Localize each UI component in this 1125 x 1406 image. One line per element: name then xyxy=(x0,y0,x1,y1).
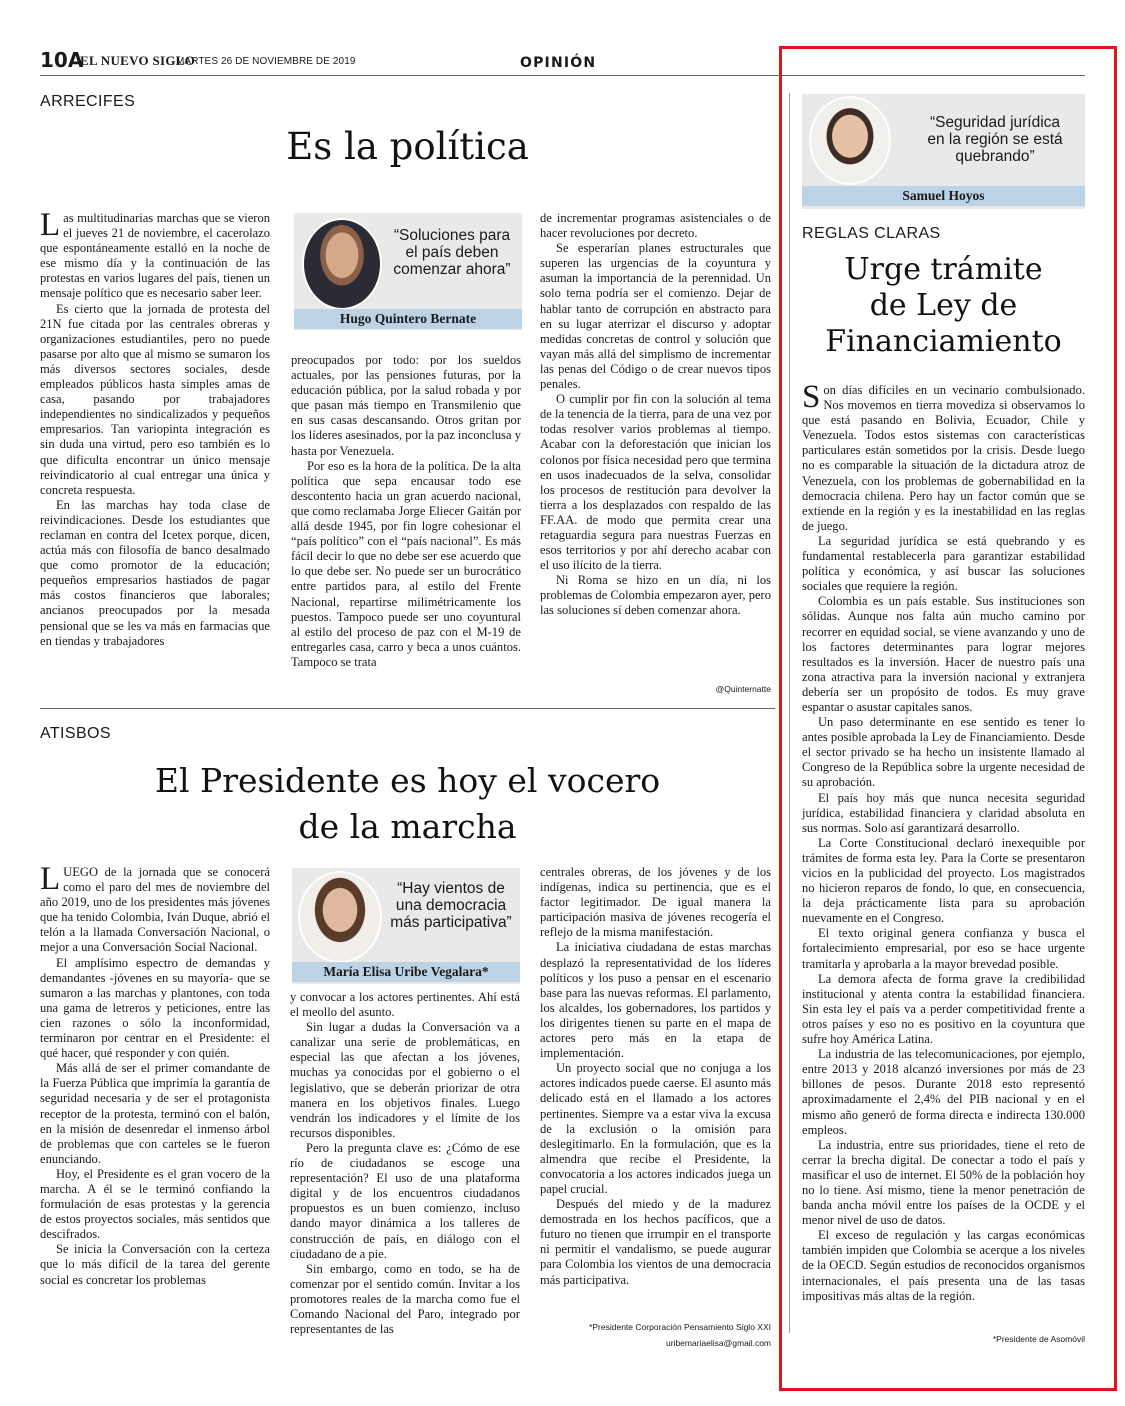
article3-kicker: REGLAS CLARAS xyxy=(802,225,941,242)
article2-signature: *Presidente Corporación Pensamiento Siglo XXI xyxy=(589,1322,771,1332)
article1-column-1 xyxy=(40,207,270,649)
article-divider xyxy=(40,708,775,709)
paragraph: Ni Roma se hizo en un día, ni los problemas de Colombia empezaron ayer, pero las soluciones sí deben comenzar ahora. xyxy=(540,573,771,618)
paragraph: En las marchas hay toda clase de reivindicaciones. Desde los estudiantes que reclaman en contra del Icetex porque, dicen, actúa más con filosofía de banco desalmado que como promotor de la educación; pequeños empresarios hastiados de pagar más costos financieros que laborales; ancianos preocupados por la mesada pensional que se les va más en farmacias que en tiendas y trabajadores xyxy=(40,497,270,648)
author-photo xyxy=(302,218,382,310)
article1-quote-box xyxy=(294,213,522,330)
article2-quote-box xyxy=(292,868,520,984)
paragraph: La industria, entre sus prioridades, tiene el reto de cerrar la brecha digital. De conectar a todo el país y masificar el uso de internet. El 50% de la población hoy no lo tiene. Así mismo, tiene la menor penetración de banda ancha móvil entre los países de la OCDE y el menor nivel de uso de datos. xyxy=(802,1137,1085,1228)
paragraph: preocupados por todo: por los sueldos actuales, por las pensiones futuras, por la educación pública, por la salud robada y por que pasan más tiempo en Transmilenio que en sus casas descansando. Otros gritan por los líderes asesinados, por la paz inconclusa y hasta por Venezuela. xyxy=(291,353,521,458)
issue-date: MARTES 26 DE NOVIEMBRE DE 2019 xyxy=(176,56,356,67)
paragraph: La seguridad jurídica se está quebrando y es fundamental restablecerla para garantizar estabilidad política y económica, y así buscar las soluciones sociales que requiere la región. xyxy=(802,533,1085,594)
article1-signature: @Quinternatte xyxy=(715,684,771,694)
page-number: 10A xyxy=(40,48,84,72)
title-line: de Ley de xyxy=(869,288,1018,323)
paragraph: La iniciativa ciudadana de estas marchas desplazó la representatividad de los líderes políticos y los puso a pensar en el escenario base para las nuevas reformas. El parlamento, los alcaldes, los gobernadores, los partidos y los dirigentes tienen su parte en el mapa de actores pero más en la etapa de implementación. xyxy=(540,940,771,1061)
paragraph: El exceso de regulación y las cargas económicas también impiden que Colombia se acerque a los niveles de la OECD. Según estudios de reconocidos organismos internacionales, el país presenta una de las tasas impositivas más altas de la región. xyxy=(802,1228,1085,1303)
paragraph: Se inicia la Conversación con la certeza que lo más difícil de la tarea del gerente social es concretar los problemas xyxy=(40,1242,270,1287)
paragraph: Son días difíciles en un vecinario combulsionado. Nos movemos en tierra movediza si observamos lo que está pasando en Bolivia, Ecuador, Chile y Venezuela. Todos estos sistemas con características particulares están sometidos por la crisis. Desde luego no es comparable la situación de la dictadura atroz de Venezuela, con los problemas de gobernabilidad en la democracia chilena. Pero hay un factor común que se extiende en la región y es la inestabilidad en las reglas de juego. xyxy=(802,379,1085,533)
paragraph: Después del miedo y de la madurez demostrada en los hechos pacíficos, que a futuro no tienen que irrumpir en el transporte ni permitir el vandalismo, se puede augurar para Colombia los vientos de una democracia más participativa. xyxy=(540,1197,771,1287)
paragraph: Pero la pregunta clave es: ¿Cómo de ese río de ciudadanos se escoge una representación? El uso de una plataforma digital y de los encuentros ciudadanos propuestos es un buen comienzo, incluso dando mayor dinámica a los talleres de construcción de país, en diálogo con el ciudadano de a pie. xyxy=(290,1140,520,1261)
paragraph: Más allá de ser el primer comandante de la Fuerza Pública que imprimía la garantía de seguridad necesaria y de ser el protagonista receptor de la protesta, terminó con el balón, en la misión de desenredar el inmenso árbol de problemas que con carteles se le fueron enunciando. xyxy=(40,1061,270,1166)
article2-column-1 xyxy=(40,861,270,1288)
title-line: Urge trámite xyxy=(844,252,1043,287)
paragraph: Sin embargo, como en todo, se ha de comenzar por el sentido común. Invitar a los promotores reales de la marcha como fue el Comando Nacional del Paro, integrado por representantes de las xyxy=(290,1261,520,1337)
article2-email: uribemariaelisa@gmail.com xyxy=(666,1338,771,1348)
paragraph: centrales obreras, de los jóvenes y de los indígenas, indica su pertinencia, que es el factor legitimador. De igual manera la participación masiva de jóvenes recogería el reflejo de la misma manifestación. xyxy=(540,865,771,940)
paragraph: Se esperarían planes estructurales que superen las urgencias de la coyuntura y asuman la importancia de la perennidad. Un solo tema podría ser el comienzo. Dejar de hablar tanto de corrupción en abstracto para en su lugar aterrizar el discurso y adoptar medidas concretas de control y solución que vayan más allá del simplismo de incrementar las penas del Código o de crear nuevos tipos penales. xyxy=(540,241,771,392)
paragraph: Las multitudinarias marchas que se vieron el jueves 21 de noviembre, el cacerolazo que espontáneamente estalló en la noche de ese mismo día y la continuación de las protestas en varios lugares del país, tienen un mensaje político que es necesario saber leer. xyxy=(40,207,270,301)
article1-title: Es la política xyxy=(286,125,529,168)
paragraph: Es cierto que la jornada de protesta del 21N fue citada por las centrales obreras y organizaciones estudiantiles, pero no puede pasarse por alto que al mismo se sumaron los más diversos sectores sociales, desde empleados públicos hasta simples amas de casa, pasando por trabajadores independientes no sindicalizados y pequeños empresarios. Tan variopinta integración es sin duda una virtud, pero eso también es lo que dificulta encontrar un único mensaje reivindicatorio al cual entregar una única y concreta respuesta. xyxy=(40,301,270,497)
paragraph: LUEGO de la jornada que se conocerá como el paro del mes de noviembre del año 2019, uno de los presidentes más jóvenes que ha tenido Colombia, Iván Duque, abrió el telón a la llamada Conversación Nacional, o mejor a una Conversación Social Nacional. xyxy=(40,861,270,955)
paragraph: El amplísimo espectro de demandas y demandantes -jóvenes en su mayoría- que se sumaron a las marchas y plantones, con toda una gama de letreros y peticiones, entre las cien razones o sólo la inconformidad, terminaron por centrar en el Presidente: el qué hacer, qué responder y con quién. xyxy=(40,955,270,1061)
paragraph: O cumplir por fin con la solución al tema de la tenencia de la tierra, para de una vez por todas resolver varios problemas al tiempo. Acabar con la deforestación que inician los colonos por física necesidad pero que termina en usos inadecuados de la selva, consolidar los procesos de restitución para devolver la tierra a los desplazados con respaldo de las FF.AA. de modo que permita crear una retaguardia segura para nuestras Fuerzas en esos territorios y por ahí derecho acabar con el uso ilícito de la tierra. xyxy=(540,392,771,573)
paragraph: La Corte Constitucional declaró inexequible por trámites de forma esta ley. Para la Corte se presentaron vicios en la publicidad del proyecto. Los magistrados no hicieron reparos de fondo, lo que, en consecuencia, la deja prácticamente lista para su aprobación nuevamente en el Congreso. xyxy=(802,835,1085,926)
paragraph: El texto original genera confianza y busca el fortalecimiento empresarial, por eso se hace urgente tramitarla y aprobarla a la mayor brevedad posible. xyxy=(802,926,1085,971)
paragraph: Por eso es la hora de la política. De la alta política que sepa encausar todo ese descontento hacia un gran acuerdo nacional, que como reclamaba Jorge Eliecer Gaitán por allá desde 1945, por fin logre cohesionar el “país político” con el “país nacional”. Es más fácil decir lo que no debe ser ese acuerdo que lo que debe ser. No puede ser un burocrático entre partidos para, al estilo del Frente Nacional, repartirse milimétricamente los puestos. Tampoco puede ser uno coyuntural al estilo del proceso de paz con el M-19 de entregarles casa, carro y beca a unos cuántos. Tampoco se trata xyxy=(291,458,521,669)
article2-column-2 xyxy=(290,990,520,1337)
article1-column-3 xyxy=(540,211,771,619)
article2-column-3 xyxy=(540,865,771,1288)
paragraph: Un paso determinante en ese sentido es tener lo antes posible aprobada la Ley de Financiamiento. Desde el sector privado se ha hecho un insistente llamado al Congreso de la República sobre la urgente necesidad de su aprobación. xyxy=(802,715,1085,790)
article1-column-2 xyxy=(291,353,521,670)
author-name: María Elisa Uribe Vegalara* xyxy=(292,962,520,982)
article2-kicker: ATISBOS xyxy=(40,725,111,742)
paragraph: Colombia es un país estable. Sus instituciones son sólidas. Aunque nos falta aún mucho camino por recorrer en equidad social, se viene avanzando y uno de los factores determinantes para lograr mejores resultados es la inversión. Hacer de nuestro país una zona atractiva para la inversión nacional y extranjera debería ser un propósito de todos. Es muy grave espantar o asustar capitales sanos. xyxy=(802,594,1085,714)
title-line: Financiamiento xyxy=(825,324,1062,359)
section-title: OPINIÓN xyxy=(520,55,597,71)
pull-quote: “Soluciones para el país deben comenzar ahora” xyxy=(393,227,511,278)
pull-quote: “Hay vientos de una democracia más participativa” xyxy=(390,880,512,931)
highlight-frame xyxy=(779,46,1117,1391)
paragraph: de incrementar programas asistenciales o de hacer revoluciones por decreto. xyxy=(540,211,771,241)
author-photo xyxy=(298,871,382,963)
article3-signature: *Presidente de Asomóvil xyxy=(992,1334,1085,1344)
pull-quote: “Seguridad jurídica en la región se está quebrando” xyxy=(927,114,1063,165)
paragraph: Un proyecto social que no conjuga a los actores indicados puede caerse. El asunto más delicado está en el llamado a los actores pertinentes. Siempre va a estar viva la excusa de la exclusión o la omisión para deslegitimarlo. En la formulación, que es la almendra que recibe el Presidente, la convocatoria a los actores indicados juega un papel crucial. xyxy=(540,1061,771,1196)
paragraph: Sin lugar a dudas la Conversación va a canalizar una serie de problemáticas, en especial las que afectan a los jóvenes, muchas ya conocidas por el gobierno o el legislativo, que se deberán priorizar de otra manera en los objetivos finales. Luego vendrán los indicadores y el límite de los recursos disponibles. xyxy=(290,1020,520,1140)
paragraph: y convocar a los actores pertinentes. Ahí está el meollo del asunto. xyxy=(290,990,520,1020)
paragraph: El país hoy más que nunca necesita seguridad jurídica, estabilidad financiera y claridad absoluta en sus normas. Solo así garantizará desarrollo. xyxy=(802,790,1085,835)
author-name: Samuel Hoyos xyxy=(802,186,1085,206)
article1-kicker: ARRECIFES xyxy=(40,93,136,110)
newspaper-brand: EL NUEVO SIGLO xyxy=(80,53,196,68)
paragraph: La industria de las telecomunicaciones, por ejemplo, entre 2013 y 2018 alcanzó inversiones por más de 23 billones de pesos. Durante 2018 esto representó aproximadamente el 2,4% del PIB nacional y en el mismo año generó de forma directa e indirecta 130.000 empleos. xyxy=(802,1047,1085,1137)
title-line: de la marcha xyxy=(298,807,517,846)
paragraph: La demora afecta de forma grave la credibilidad institucional y atenta contra la estabilidad financiera. Sin esta ley el país va a perder competitividad frente a otros países y eso no es positivo en la coyuntura que sufre hoy América Latina. xyxy=(802,971,1085,1047)
article2-title xyxy=(40,758,775,850)
paragraph: Hoy, el Presidente es el gran vocero de la marcha. A él se le terminó confiando la formulación de esas protestas y la gerencia de estos proyectos sociales, más sentidos que descifrados. xyxy=(40,1166,270,1242)
title-line: El Presidente es hoy el vocero xyxy=(154,761,661,800)
author-name: Hugo Quintero Bernate xyxy=(294,309,522,329)
